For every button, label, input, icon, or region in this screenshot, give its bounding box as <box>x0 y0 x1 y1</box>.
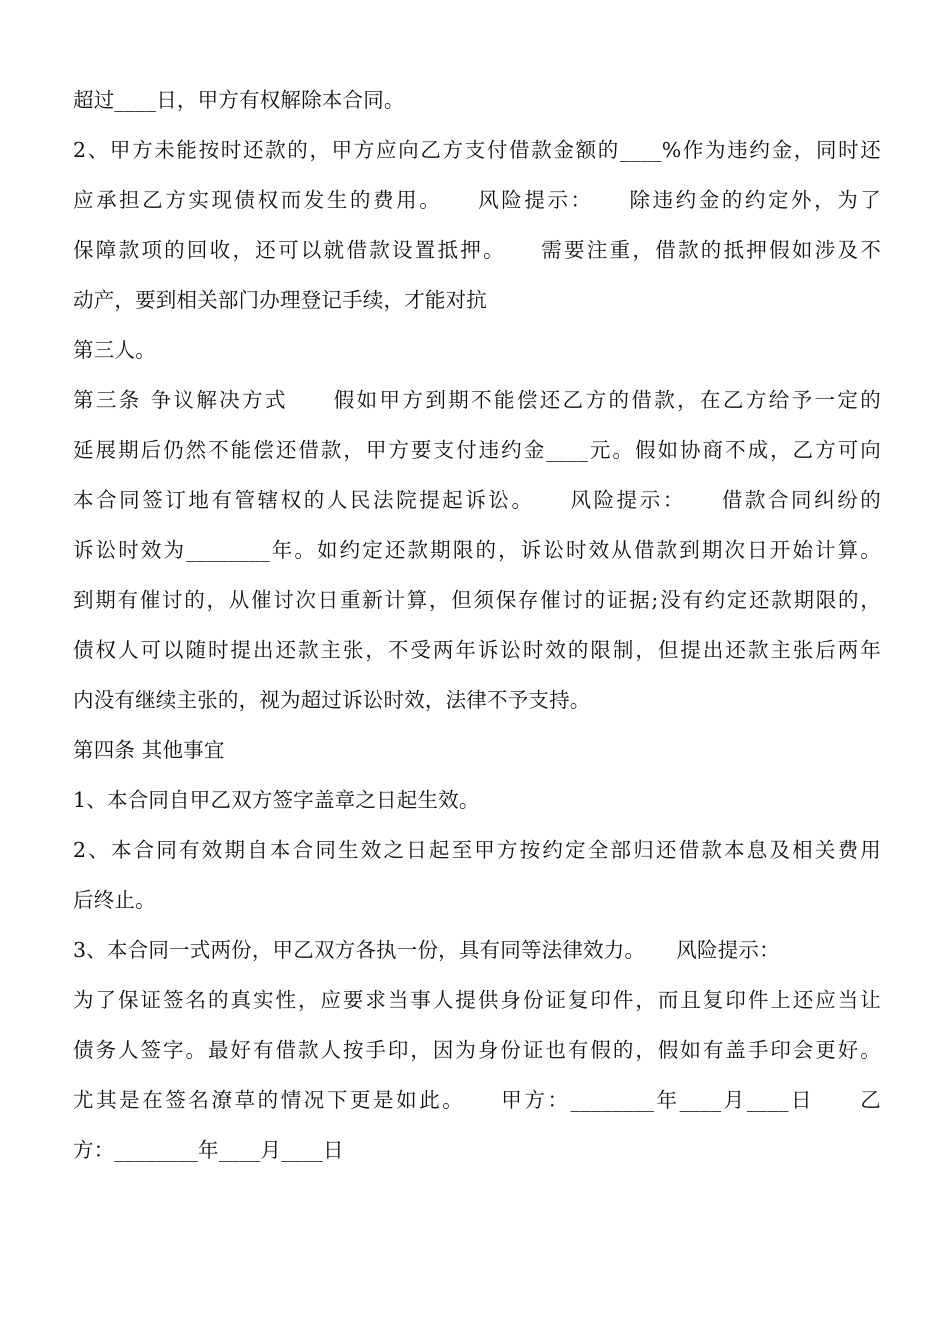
text-line: 债权人可以随时提出还款主张，不受两年诉讼时效的限制，但提出还款主张后两年 <box>73 638 881 662</box>
text-line: 为了保证签名的真实性，应要求当事人提供身份证复印件，而且复印件上还应当让 <box>73 988 881 1012</box>
text-line: 债务人签字。最好有借款人按手印，因为身份证也有假的，假如有盖手印会更好。 <box>73 1038 881 1062</box>
text-line: 内没有继续主张的，视为超过诉讼时效，法律不予支持。 <box>73 688 591 712</box>
text-line: 3、本合同一式两份，甲乙双方各执一份，具有同等法律效力。 风险提示： <box>73 938 780 962</box>
signature-line: 方：________年____月____日 <box>73 1138 344 1162</box>
text-line: 诉讼时效为________年。如约定还款期限的，诉讼时效从借款到期次日开始计算。 <box>73 538 881 562</box>
text-line: 动产，要到相关部门办理登记手续，才能对抗 <box>73 288 487 312</box>
document-body <box>73 75 881 1175</box>
section-heading-4: 第四条 其他事宜 <box>73 738 225 762</box>
text-line: 保障款项的回收，还可以就借款设置抵押。 需要注重，借款的抵押假如涉及不 <box>73 238 881 262</box>
section-heading-3: 第三条 争议解决方式 假如甲方到期不能偿还乙方的借款，在乙方给予一定的 <box>73 388 881 412</box>
text-line: 本合同签订地有管辖权的人民法院提起诉讼。 风险提示： 借款合同纠纷的 <box>73 488 881 512</box>
text-line: 后终止。 <box>73 888 156 912</box>
signature-line: 尤其是在签名潦草的情况下更是如此。 甲方：________年____月____日 乙 <box>73 1088 881 1112</box>
text-line: 延展期后仍然不能偿还借款，甲方要支付违约金____元。假如协商不成，乙方可向 <box>73 438 881 462</box>
text-line: 1、本合同自甲乙双方签字盖章之日起生效。 <box>73 788 480 812</box>
text-line: 到期有催讨的，从催讨次日重新计算，但须保存催讨的证据;没有约定还款期限的， <box>73 588 881 612</box>
text-line: 2、甲方未能按时还款的，甲方应向乙方支付借款金额的____%作为违约金，同时还 <box>73 138 881 162</box>
text-line: 2、本合同有效期自本合同生效之日起至甲方按约定全部归还借款本息及相关费用 <box>73 838 881 862</box>
text-line: 应承担乙方实现债权而发生的费用。 风险提示： 除违约金的约定外，为了 <box>73 188 881 212</box>
text-line: 第三人。 <box>73 338 156 362</box>
text-line: 超过____日，甲方有权解除本合同。 <box>73 88 405 112</box>
